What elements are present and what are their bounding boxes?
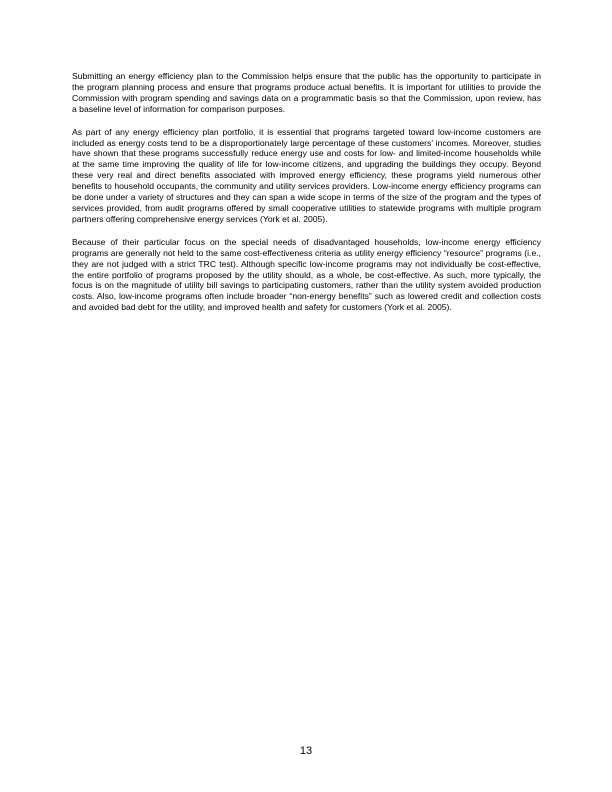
paragraph-commission-plan: Submitting an energy efficiency plan to the Commission helps ensure that the public has the opportunity to participate in the program planning process and ensure that programs produce actual benefits. It is important for utilities to provide the Commission with program spending and savings data on a programmatic basis so that the Commission, upon review, has a baseline level of information for comparison purposes. (72, 71, 541, 114)
page-number: 13 (299, 745, 313, 757)
paragraph-low-income-portfolio: As part of any energy efficiency plan portfolio, it is essential that programs targeted toward low-income customers are included as energy costs tend to be a disproportionately large percentage of these customers’ incomes. Moreover, studies have shown that these programs successfully reduce energy use and costs for low- and limited-income households while at the same time improving the quality of life for low-income citizens, and upgrading the buildings they occupy. Beyond these very real and direct benefits associated with improved energy efficiency, these programs yield numerous other benefits to household occupants, the community and utility services providers. Low-income energy efficiency programs can be done under a variety of structures and they can span a wide scope in terms of the size of the program and the types of services provided, from audit programs offered by small cooperative utilities to statewide programs with multiple program partners offering comprehensive energy services (York et al. 2005). (72, 126, 541, 224)
body-text (72, 71, 541, 325)
paragraph-cost-effectiveness: Because of their particular focus on the special needs of disadvantaged households, low-income energy efficiency programs are generally not held to the same cost-effectiveness criteria as utility energy efficiency “resource” programs (i.e., they are not judged with a strict TRC test). Although specific low-income programs may not individually be cost-effective, the entire portfolio of programs proposed by the utility should, as a whole, be cost-effective. As such, more typically, the focus is on the magnitude of utility bill savings to participating customers, rather than the utility system avoided production costs. Also, low-income programs often include broader “non-energy benefits” such as lowered credit and collection costs and avoided bad debt for the utility, and improved health and safety for customers (York et al. 2005). (72, 236, 541, 313)
